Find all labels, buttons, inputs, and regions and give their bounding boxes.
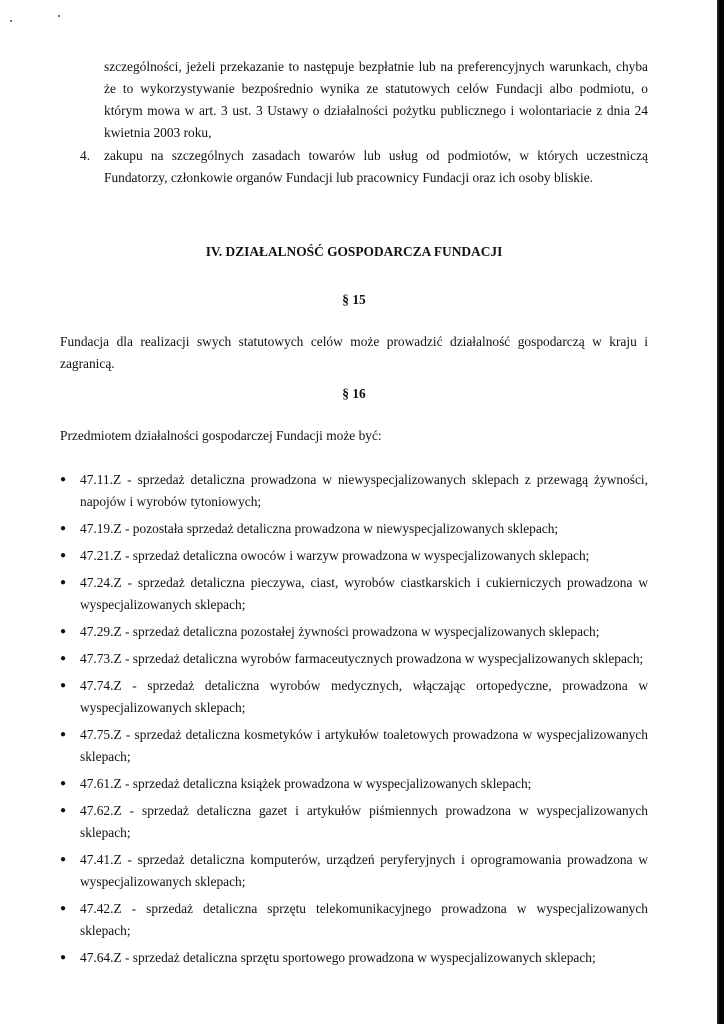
document-page xyxy=(60,48,648,974)
activity-item xyxy=(60,849,648,893)
bullet-icon: ● xyxy=(60,653,67,664)
item-number: 4. xyxy=(80,148,91,163)
activity-text: 47.29.Z - sprzedaż detaliczna pozostałej żywności prowadzona w wyspecjalizowanych sklepach; xyxy=(80,624,600,639)
bullet-icon: ● xyxy=(60,626,67,637)
activity-text: 47.21.Z - sprzedaż detaliczna owoców i warzyw prowadzona w wyspecjalizowanych sklepach; xyxy=(80,548,590,563)
item-text: zakupu na szczególnych zasadach towarów lub usług od podmiotów, w których uczestniczą Fundatorzy, członkowie organów Fundacji lub pracownicy Fundacji oraz ich osoby bliskie. xyxy=(104,148,648,185)
activity-text: 47.19.Z - pozostała sprzedaż detaliczna prowadzona w niewyspecjalizowanych sklepach; xyxy=(80,521,559,536)
activity-item xyxy=(60,898,648,942)
activity-text: 47.41.Z - sprzedaż detaliczna komputerów, urządzeń peryferyjnych i oprogramowania prowadzona w wyspecjalizowanych sklepach; xyxy=(80,852,648,889)
bullet-icon: ● xyxy=(60,680,67,691)
numbered-item-4 xyxy=(60,145,648,189)
bullet-icon: ● xyxy=(60,550,67,561)
paragraph-15-text: Fundacja dla realizacji swych statutowych celów może prowadzić działalność gospodarczą w kraju i zagranicą. xyxy=(60,334,648,371)
activity-item xyxy=(60,545,648,567)
scan-edge-shadow xyxy=(717,0,724,1024)
activity-text: 47.74.Z - sprzedaż detaliczna wyrobów medycznych, włączając ortopedyczne, prowadzona w wyspecjalizowanych sklepach; xyxy=(80,678,648,715)
continuation-paragraph: szczególności, jeżeli przekazanie to następuje bezpłatnie lub na preferencyjnych warunkach, chyba że to wykorzystywanie bezpośrednio wynika ze statutowych celów Fundacji albo podmiotu, o którym mowa w art. 3 ust. 3 Ustawy o działalności pożytku publicznego i wolontariacie z dnia 24 kwietnia 2003 roku, xyxy=(104,59,648,140)
activity-item xyxy=(60,648,648,670)
activity-item xyxy=(60,724,648,768)
scan-speck xyxy=(10,20,12,22)
paragraph-16-text: Przedmiotem działalności gospodarczej Fundacji może być: xyxy=(60,428,382,443)
paragraph-15-label: § 15 xyxy=(342,292,366,307)
activity-text: 47.61.Z - sprzedaż detaliczna książek prowadzona w wyspecjalizowanych sklepach; xyxy=(80,776,532,791)
bullet-icon: ● xyxy=(60,854,67,865)
bullet-icon: ● xyxy=(60,523,67,534)
bullet-icon: ● xyxy=(60,952,67,963)
bullet-icon: ● xyxy=(60,805,67,816)
scan-speck xyxy=(58,15,60,17)
activity-text: 47.11.Z - sprzedaż detaliczna prowadzona w niewyspecjalizowanych sklepach z przewagą żywności, napojów i wyrobów tytoniowych; xyxy=(80,472,648,509)
activity-text: 47.62.Z - sprzedaż detaliczna gazet i artykułów piśmiennych prowadzona w wyspecjalizowanych sklepach; xyxy=(80,803,648,840)
bullet-icon: ● xyxy=(60,474,67,485)
activity-text: 47.42.Z - sprzedaż detaliczna sprzętu telekomunikacyjnego prowadzona w wyspecjalizowanych sklepach; xyxy=(80,901,648,938)
activity-text: 47.24.Z - sprzedaż detaliczna pieczywa, ciast, wyrobów ciastkarskich i cukierniczych prowadzona w wyspecjalizowanych sklepach; xyxy=(80,575,648,612)
activity-item xyxy=(60,469,648,513)
bullet-icon: ● xyxy=(60,577,67,588)
activity-item xyxy=(60,621,648,643)
paragraph-16-label: § 16 xyxy=(342,386,366,401)
bullet-icon: ● xyxy=(60,903,67,914)
activity-item xyxy=(60,675,648,719)
activity-text: 47.75.Z - sprzedaż detaliczna kosmetyków i artykułów toaletowych prowadzona w wyspecjalizowanych sklepach; xyxy=(80,727,648,764)
bullet-icon: ● xyxy=(60,778,67,789)
activity-item xyxy=(60,947,648,969)
activity-item xyxy=(60,572,648,616)
activity-item xyxy=(60,518,648,540)
bullet-icon: ● xyxy=(60,729,67,740)
section-heading: IV. DZIAŁALNOŚĆ GOSPODARCZA FUNDACJI xyxy=(205,244,503,259)
activity-item xyxy=(60,773,648,795)
activity-list xyxy=(60,469,648,969)
activity-item xyxy=(60,800,648,844)
activity-text: 47.73.Z - sprzedaż detaliczna wyrobów farmaceutycznych prowadzona w wyspecjalizowanych sklepach; xyxy=(80,651,644,666)
activity-text: 47.64.Z - sprzedaż detaliczna sprzętu sportowego prowadzona w wyspecjalizowanych sklepach; xyxy=(80,950,596,965)
